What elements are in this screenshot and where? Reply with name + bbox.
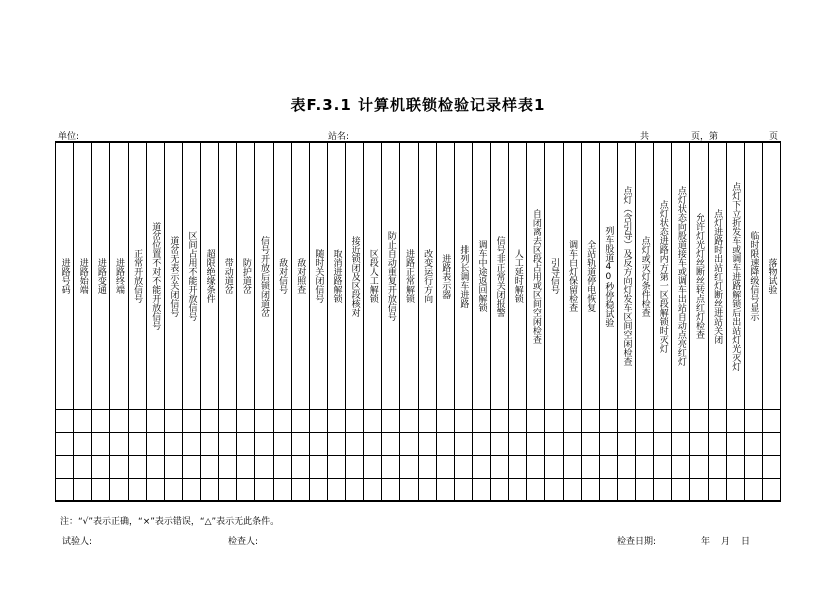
column-header bbox=[617, 142, 635, 410]
column-header-label: 道岔无表示关闭信号 bbox=[168, 235, 179, 317]
column-header bbox=[273, 142, 291, 410]
table-cell[interactable] bbox=[726, 410, 744, 433]
table-cell[interactable] bbox=[327, 479, 345, 502]
column-header bbox=[636, 142, 654, 410]
column-header bbox=[527, 142, 545, 410]
table-header-row bbox=[56, 142, 781, 410]
column-header-label: 点灯（含引导）及反方向灯发车区间空闲检查 bbox=[621, 186, 632, 366]
table-cell[interactable] bbox=[690, 479, 708, 502]
interlocking-record-table bbox=[55, 141, 781, 502]
table-cell[interactable] bbox=[454, 433, 472, 456]
table-cell[interactable] bbox=[436, 433, 454, 456]
column-header-label: 调车白灯保留检查 bbox=[567, 240, 578, 312]
table-cell[interactable] bbox=[527, 456, 545, 479]
table-cell[interactable] bbox=[400, 433, 418, 456]
table-cell[interactable] bbox=[545, 410, 563, 433]
table-cell[interactable] bbox=[182, 433, 200, 456]
table-cell[interactable] bbox=[255, 456, 273, 479]
column-header-label: 敌对照查 bbox=[295, 258, 306, 294]
column-header-label: 进路号码 bbox=[59, 258, 70, 294]
table-cell[interactable] bbox=[599, 479, 617, 502]
column-header-label: 敌对信号 bbox=[277, 258, 288, 294]
column-header bbox=[454, 142, 472, 410]
table-cell[interactable] bbox=[327, 410, 345, 433]
column-header bbox=[309, 142, 327, 410]
table-cell[interactable] bbox=[509, 433, 527, 456]
column-header bbox=[346, 142, 364, 410]
table-cell[interactable] bbox=[509, 410, 527, 433]
table-cell[interactable] bbox=[436, 479, 454, 502]
column-header-label: 防止自动重复开放信号 bbox=[385, 231, 396, 321]
table-cell[interactable] bbox=[364, 433, 382, 456]
column-header bbox=[201, 142, 219, 410]
table-cell[interactable] bbox=[219, 456, 237, 479]
table-cell[interactable] bbox=[491, 479, 509, 502]
column-header-label: 区间占用不能开放信号 bbox=[186, 231, 197, 321]
column-header bbox=[762, 142, 780, 410]
table-cell[interactable] bbox=[617, 410, 635, 433]
column-header bbox=[56, 142, 74, 410]
column-header-label: 自闭离去区段占用或区间空闲检查 bbox=[530, 208, 541, 344]
table-cell[interactable] bbox=[291, 410, 309, 433]
table-cell[interactable] bbox=[255, 410, 273, 433]
table-cell[interactable] bbox=[56, 456, 74, 479]
column-header bbox=[291, 142, 309, 410]
page-title: 表F.3.1 计算机联锁检验记录样表1 bbox=[290, 96, 546, 114]
table-cell[interactable] bbox=[617, 456, 635, 479]
column-header-label: 引导信号 bbox=[548, 258, 559, 294]
table-cell[interactable] bbox=[309, 410, 327, 433]
column-header bbox=[146, 142, 164, 410]
column-header bbox=[436, 142, 454, 410]
table-cell[interactable] bbox=[708, 456, 726, 479]
table-cell[interactable] bbox=[636, 410, 654, 433]
column-header bbox=[327, 142, 345, 410]
column-header bbox=[92, 142, 110, 410]
table-cell[interactable] bbox=[146, 433, 164, 456]
column-header-label: 防护道岔 bbox=[240, 258, 251, 294]
table-cell[interactable] bbox=[762, 479, 780, 502]
table-cell[interactable] bbox=[110, 410, 128, 433]
table-cell[interactable] bbox=[581, 456, 599, 479]
column-header bbox=[726, 142, 744, 410]
table-cell[interactable] bbox=[563, 479, 581, 502]
column-header-label: 信号开放后锁闭道岔 bbox=[258, 235, 269, 317]
table-cell[interactable] bbox=[92, 433, 110, 456]
table-cell[interactable] bbox=[563, 456, 581, 479]
table-cell[interactable] bbox=[744, 456, 762, 479]
table-cell[interactable] bbox=[418, 410, 436, 433]
checker-label: 检查人: bbox=[228, 537, 259, 547]
table-cell[interactable] bbox=[110, 456, 128, 479]
table-cell[interactable] bbox=[273, 433, 291, 456]
table-row bbox=[56, 410, 781, 433]
column-header bbox=[581, 142, 599, 410]
table-cell[interactable] bbox=[164, 456, 182, 479]
column-header bbox=[744, 142, 762, 410]
table-cell[interactable] bbox=[309, 456, 327, 479]
table-cell[interactable] bbox=[110, 479, 128, 502]
column-header-label: 改变运行方向 bbox=[422, 249, 433, 303]
table-cell[interactable] bbox=[491, 433, 509, 456]
table-cell[interactable] bbox=[418, 456, 436, 479]
table-cell[interactable] bbox=[364, 479, 382, 502]
table-cell[interactable] bbox=[146, 479, 164, 502]
table-cell[interactable] bbox=[436, 456, 454, 479]
table-cell[interactable] bbox=[74, 456, 92, 479]
table-cell[interactable] bbox=[291, 479, 309, 502]
table-cell[interactable] bbox=[364, 456, 382, 479]
column-header-label: 点灯状态向股道接车或调车出站自动点亮红灯 bbox=[675, 186, 686, 366]
table-cell[interactable] bbox=[726, 456, 744, 479]
table-cell[interactable] bbox=[146, 456, 164, 479]
table-cell[interactable] bbox=[110, 433, 128, 456]
table-cell[interactable] bbox=[654, 456, 672, 479]
table-cell[interactable] bbox=[327, 456, 345, 479]
column-header-label: 进路正常解锁 bbox=[403, 249, 414, 303]
column-header-label: 点灯进路时出站红灯断丝进站关闭 bbox=[712, 208, 723, 344]
table-cell[interactable] bbox=[708, 433, 726, 456]
column-header bbox=[708, 142, 726, 410]
check-date-label: 检查日期: bbox=[617, 537, 657, 547]
column-header bbox=[128, 142, 146, 410]
table-cell[interactable] bbox=[92, 456, 110, 479]
table-cell[interactable] bbox=[491, 410, 509, 433]
table-cell[interactable] bbox=[201, 433, 219, 456]
column-header-label: 随时关闭信号 bbox=[313, 249, 324, 303]
table-cell[interactable] bbox=[346, 479, 364, 502]
column-header bbox=[491, 142, 509, 410]
table-cell[interactable] bbox=[56, 410, 74, 433]
table-cell[interactable] bbox=[128, 456, 146, 479]
column-header bbox=[164, 142, 182, 410]
column-header bbox=[472, 142, 490, 410]
page-suffix-label: 页 bbox=[769, 132, 779, 142]
table-cell[interactable] bbox=[237, 456, 255, 479]
column-header-label: 排列长调车进路 bbox=[458, 244, 469, 308]
table-cell[interactable] bbox=[672, 456, 690, 479]
column-header-label: 全站轨道停电恢复 bbox=[585, 240, 596, 312]
table-cell[interactable] bbox=[581, 433, 599, 456]
table-cell[interactable] bbox=[273, 410, 291, 433]
table-cell[interactable] bbox=[382, 410, 400, 433]
column-header-label: 进路表示器 bbox=[440, 253, 451, 299]
table-cell[interactable] bbox=[472, 479, 490, 502]
table-cell[interactable] bbox=[672, 410, 690, 433]
table-cell[interactable] bbox=[726, 433, 744, 456]
table-cell[interactable] bbox=[237, 410, 255, 433]
table-cell[interactable] bbox=[182, 479, 200, 502]
column-header-label: 点灯或灭灯条件检查 bbox=[639, 235, 650, 317]
table-cell[interactable] bbox=[654, 479, 672, 502]
table-cell[interactable] bbox=[690, 433, 708, 456]
table-cell[interactable] bbox=[400, 479, 418, 502]
table-cell[interactable] bbox=[273, 479, 291, 502]
table-cell[interactable] bbox=[654, 410, 672, 433]
table-cell[interactable] bbox=[219, 479, 237, 502]
table-cell[interactable] bbox=[599, 456, 617, 479]
table-cell[interactable] bbox=[382, 433, 400, 456]
month-label: 月 bbox=[721, 537, 731, 547]
table-cell[interactable] bbox=[472, 410, 490, 433]
table-cell[interactable] bbox=[472, 456, 490, 479]
column-header bbox=[364, 142, 382, 410]
table-cell[interactable] bbox=[74, 479, 92, 502]
table-cell[interactable] bbox=[527, 479, 545, 502]
column-header bbox=[690, 142, 708, 410]
column-header-label: 点灯下立折发车或调车进路解锁后出站灯光灭灯 bbox=[730, 181, 741, 371]
table-cell[interactable] bbox=[128, 479, 146, 502]
table-cell[interactable] bbox=[346, 433, 364, 456]
page-number-label: 页，第 bbox=[691, 132, 719, 142]
table-cell[interactable] bbox=[74, 410, 92, 433]
table-cell[interactable] bbox=[346, 410, 364, 433]
table-cell[interactable] bbox=[599, 410, 617, 433]
table-cell[interactable] bbox=[708, 410, 726, 433]
table-cell[interactable] bbox=[418, 479, 436, 502]
column-header-label: 进路始端 bbox=[77, 258, 88, 294]
column-header bbox=[219, 142, 237, 410]
table-cell[interactable] bbox=[454, 479, 472, 502]
table-cell[interactable] bbox=[164, 479, 182, 502]
table-cell[interactable] bbox=[309, 479, 327, 502]
station-label: 站名: bbox=[328, 132, 350, 142]
table-cell[interactable] bbox=[327, 433, 345, 456]
table-cell[interactable] bbox=[255, 479, 273, 502]
table-cell[interactable] bbox=[291, 456, 309, 479]
column-header bbox=[400, 142, 418, 410]
table-cell[interactable] bbox=[182, 456, 200, 479]
table-row bbox=[56, 433, 781, 456]
table-cell[interactable] bbox=[74, 433, 92, 456]
table-cell[interactable] bbox=[636, 456, 654, 479]
table-cell[interactable] bbox=[581, 410, 599, 433]
column-header bbox=[237, 142, 255, 410]
column-header bbox=[672, 142, 690, 410]
column-header bbox=[563, 142, 581, 410]
table-cell[interactable] bbox=[636, 479, 654, 502]
table-cell[interactable] bbox=[472, 433, 490, 456]
table-cell[interactable] bbox=[744, 479, 762, 502]
column-header-label: 点灯状态进路内方第一区段解锁时灭灯 bbox=[657, 199, 668, 353]
table-cell[interactable] bbox=[527, 410, 545, 433]
table-cell[interactable] bbox=[454, 456, 472, 479]
table-cell[interactable] bbox=[128, 410, 146, 433]
table-cell[interactable] bbox=[309, 433, 327, 456]
table-cell[interactable] bbox=[599, 433, 617, 456]
table-cell[interactable] bbox=[201, 456, 219, 479]
table-cell[interactable] bbox=[219, 410, 237, 433]
legend-note: 注：“√”表示正确，“×”表示错误，“△”表示无此条件。 bbox=[60, 517, 280, 527]
table-cell[interactable] bbox=[436, 410, 454, 433]
column-header-label: 接近锁闭及区段核对 bbox=[349, 235, 360, 317]
table-cell[interactable] bbox=[545, 479, 563, 502]
column-header-label: 区段人工解锁 bbox=[367, 249, 378, 303]
column-header-label: 取消进路解锁 bbox=[331, 249, 342, 303]
table-cell[interactable] bbox=[201, 410, 219, 433]
column-header bbox=[599, 142, 617, 410]
column-header-label: 临时限速降级信号显示 bbox=[748, 231, 759, 321]
table-cell[interactable] bbox=[545, 456, 563, 479]
table-cell[interactable] bbox=[382, 479, 400, 502]
column-header-label: 允许灯光灯丝断丝转点红灯检查 bbox=[693, 213, 704, 339]
column-header-label: 落物试验 bbox=[766, 258, 777, 294]
column-header bbox=[545, 142, 563, 410]
tester-label: 试验人: bbox=[62, 537, 93, 547]
table-cell[interactable] bbox=[400, 410, 418, 433]
table-cell[interactable] bbox=[708, 479, 726, 502]
table-cell[interactable] bbox=[164, 433, 182, 456]
table-cell[interactable] bbox=[527, 433, 545, 456]
table-cell[interactable] bbox=[762, 456, 780, 479]
table-cell[interactable] bbox=[237, 479, 255, 502]
column-header-label: 正常开放信号 bbox=[132, 249, 143, 303]
table-cell[interactable] bbox=[762, 410, 780, 433]
table-cell[interactable] bbox=[726, 479, 744, 502]
table-cell[interactable] bbox=[563, 433, 581, 456]
table-cell[interactable] bbox=[146, 410, 164, 433]
table-cell[interactable] bbox=[92, 410, 110, 433]
unit-label: 单位: bbox=[58, 132, 80, 142]
table-cell[interactable] bbox=[491, 456, 509, 479]
column-header-label: 进路变通 bbox=[95, 258, 106, 294]
table-cell[interactable] bbox=[400, 456, 418, 479]
table-cell[interactable] bbox=[346, 456, 364, 479]
table-cell[interactable] bbox=[418, 433, 436, 456]
table-cell[interactable] bbox=[364, 410, 382, 433]
table-cell[interactable] bbox=[690, 410, 708, 433]
table-cell[interactable] bbox=[56, 433, 74, 456]
column-header-label: 调车中途返回解锁 bbox=[476, 240, 487, 312]
table-cell[interactable] bbox=[762, 433, 780, 456]
table-cell[interactable] bbox=[744, 410, 762, 433]
table-cell[interactable] bbox=[201, 479, 219, 502]
day-label: 日 bbox=[741, 537, 751, 547]
table-cell[interactable] bbox=[690, 456, 708, 479]
table-cell[interactable] bbox=[654, 433, 672, 456]
table-cell[interactable] bbox=[563, 410, 581, 433]
column-header bbox=[654, 142, 672, 410]
table-cell[interactable] bbox=[128, 433, 146, 456]
table-cell[interactable] bbox=[545, 433, 563, 456]
column-header bbox=[382, 142, 400, 410]
table-cell[interactable] bbox=[617, 433, 635, 456]
column-header bbox=[110, 142, 128, 410]
table-cell[interactable] bbox=[509, 456, 527, 479]
table-cell[interactable] bbox=[672, 433, 690, 456]
table-cell[interactable] bbox=[237, 433, 255, 456]
table-cell[interactable] bbox=[273, 456, 291, 479]
table-cell[interactable] bbox=[56, 479, 74, 502]
table-cell[interactable] bbox=[509, 479, 527, 502]
table-cell[interactable] bbox=[454, 410, 472, 433]
table-cell[interactable] bbox=[617, 479, 635, 502]
table-cell[interactable] bbox=[219, 433, 237, 456]
table-cell[interactable] bbox=[382, 456, 400, 479]
table-cell[interactable] bbox=[164, 410, 182, 433]
column-header bbox=[74, 142, 92, 410]
column-header bbox=[509, 142, 527, 410]
column-header-label: 信号非正常关闭报警 bbox=[494, 235, 505, 317]
column-header bbox=[418, 142, 436, 410]
column-header bbox=[255, 142, 273, 410]
column-header-label: 列车股道40秒停稳试验 bbox=[603, 225, 614, 327]
table-cell[interactable] bbox=[636, 433, 654, 456]
column-header bbox=[182, 142, 200, 410]
column-header-label: 超限绝缘条件 bbox=[204, 249, 215, 303]
table-cell[interactable] bbox=[744, 433, 762, 456]
column-header-label: 进路终端 bbox=[113, 258, 124, 294]
table-cell[interactable] bbox=[92, 479, 110, 502]
column-header-label: 人工延时解锁 bbox=[512, 249, 523, 303]
table-cell[interactable] bbox=[182, 410, 200, 433]
table-cell[interactable] bbox=[672, 479, 690, 502]
table-cell[interactable] bbox=[581, 479, 599, 502]
column-header-label: 道岔位置不对不能开放信号 bbox=[150, 222, 161, 330]
table-row bbox=[56, 479, 781, 502]
table-cell[interactable] bbox=[255, 433, 273, 456]
table-row bbox=[56, 456, 781, 479]
year-label: 年 bbox=[701, 537, 711, 547]
table-cell[interactable] bbox=[291, 433, 309, 456]
total-pages-label: 共 bbox=[640, 132, 650, 142]
column-header-label: 带动道岔 bbox=[222, 258, 233, 294]
